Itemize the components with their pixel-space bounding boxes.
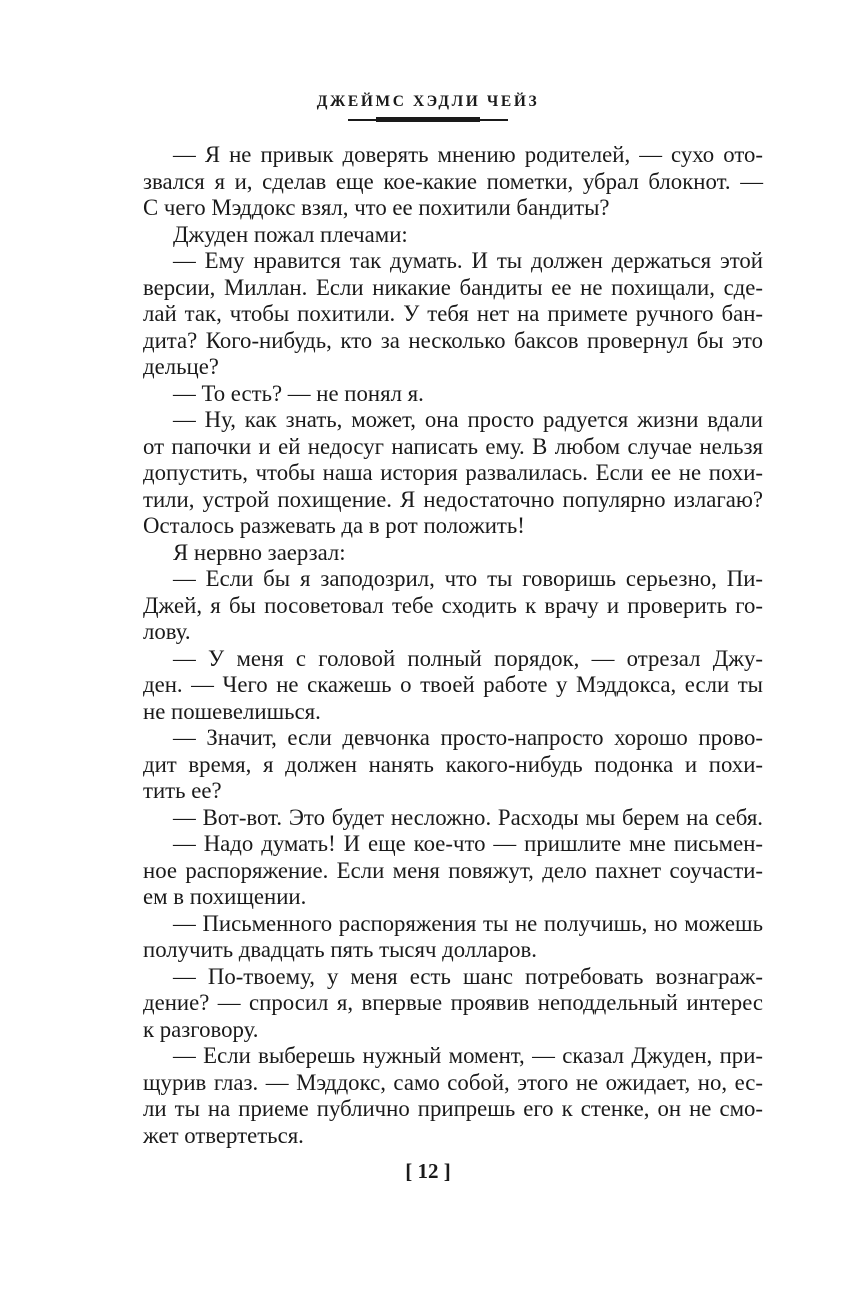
text-line: дение? — спросил я, впервые проявив неподдельный интерес xyxy=(143,990,763,1015)
text-line: ли ты на приеме публично припрешь его к стенке, он не смо- xyxy=(143,1096,763,1121)
text-line: лай так, чтобы похитили. У тебя нет на примете ручного бан- xyxy=(143,301,763,326)
text-line: — Письменного распоряжения ты не получишь, но можешь xyxy=(173,910,763,936)
text-line: получить двадцать пять тысяч долларов. xyxy=(143,937,537,962)
page-text xyxy=(143,142,763,1149)
text-line: — Вот-вот. Это будет несложно. Расходы мы берем на себя. xyxy=(173,804,763,830)
text-line: — Надо думать! И еще кое-что — пришлите мне письмен- xyxy=(173,831,763,856)
page-number: [ 12 ] xyxy=(405,1159,451,1183)
text-line: — Я не привык доверять мнению родителей, — сухо ото- xyxy=(173,142,763,167)
text-line: — Если выберешь нужный момент, — сказал Джуден, при- xyxy=(173,1043,763,1068)
text-line: дита? Кого-нибудь, кто за несколько баксов провернул бы это xyxy=(143,327,763,353)
text-line: допустить, чтобы наша история развалилась. Если ее не похи- xyxy=(143,460,763,485)
text-line: дельце? xyxy=(143,354,219,379)
text-line: тить ее? xyxy=(143,778,222,803)
text-line: Осталось разжевать да в рот положить! xyxy=(143,513,525,538)
text-line: не пошевелишься. xyxy=(143,698,321,724)
text-line: щурив глаз. — Мэддокс, само собой, этого не ожидает, но, ес- xyxy=(143,1069,763,1095)
text-line: тили, устрой похищение. Я недостаточно популярно излагаю? xyxy=(143,486,763,512)
running-header xyxy=(0,92,856,121)
text-line: — Если бы я заподозрил, что ты говоришь серьезно, Пи- xyxy=(173,566,763,591)
text-line: — По-твоему, у меня есть шанс потребовать вознаграж- xyxy=(173,963,763,989)
text-line: — То есть? — не понял я. xyxy=(173,380,424,406)
text-line: Джей, я бы посоветовал тебе сходить к врачу и проверить го- xyxy=(143,592,763,618)
header-rule-thick xyxy=(376,117,480,122)
text-line: к разговору. xyxy=(143,1016,259,1042)
text-line: ное распоряжение. Если меня повяжут, дело пахнет соучасти- xyxy=(143,857,763,883)
text-line: версии, Миллан. Если никакие бандиты ее не похищали, сде- xyxy=(143,274,763,300)
text-line: — Ну, как знать, может, она просто радуется жизни вдали xyxy=(173,407,763,432)
text-line: ем в похищении. xyxy=(143,884,307,909)
author-name: ДЖЕЙМС ХЭДЛИ ЧЕЙЗ xyxy=(316,93,540,110)
text-line: Джуден пожал плечами: xyxy=(173,221,408,247)
text-line: звался я и, сделав еще кое-какие пометки, убрал блокнот. — xyxy=(143,168,763,194)
text-line: Я нервно заерзал: xyxy=(173,539,346,565)
text-line: лову. xyxy=(143,619,191,644)
text-line: от папочки и ей недосуг написать ему. В любом случае нельзя xyxy=(143,433,763,459)
text-line: жет отвертеться. xyxy=(143,1122,304,1148)
text-line: С чего Мэддокс взял, что ее похитили бандиты? xyxy=(143,195,610,220)
text-line: дит время, я должен нанять какого-нибудь подонка и похи- xyxy=(143,751,763,777)
header-rule xyxy=(348,119,508,121)
text-line: ден. — Чего не скажешь о твоей работе у Мэддокса, если ты xyxy=(143,672,763,697)
text-line: — Ему нравится так думать. И ты должен держаться этой xyxy=(173,248,763,273)
text-line: — Значит, если девчонка просто-напросто хорошо прово- xyxy=(173,725,763,750)
text-line: — У меня с головой полный порядок, — отрезал Джу- xyxy=(173,645,763,671)
